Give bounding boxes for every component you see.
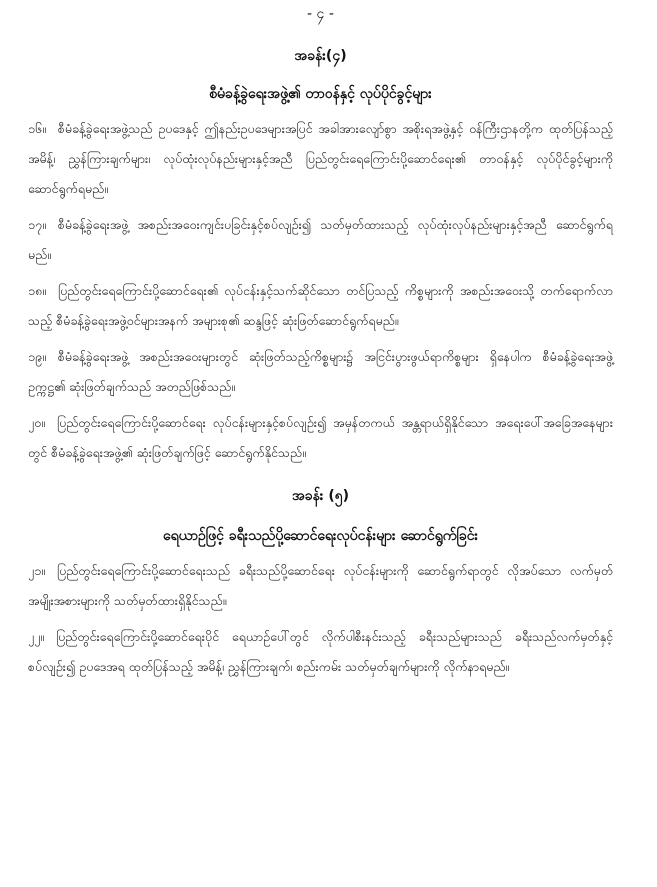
chapter-5-subtitle: ရေယာဉ်ဖြင့် ခရီးသည်ပို့ဆောင်ရေးလုပ်ငန်းများ ဆောင်ရွက်ခြင်း — [162, 528, 479, 544]
section-text: စီမံခန့်ခွဲရေးအဖွဲ့ အစည်းအဝေးကျင်းပခြင်းနှင့်စပ်လျဉ်း၍ သတ်မှတ်ထားသည့် လုပ်ထုံးလုပ်နည်းများနှင့်အညီ ဆောင်ရွက်ရမည်။ — [28, 217, 613, 262]
section-paragraph — [28, 342, 613, 402]
chapter-4-title: အခန်း(၄) — [294, 48, 347, 64]
section-text: ပြည်တွင်းရေကြောင်းပို့ဆောင်ရေးသည် ခရီးသည်ပို့ဆောင်ရေး လုပ်ငန်းများကို ဆောင်ရွက်ရာတွင် လိုအပ်သော လက်မှတ်အမျိုးအစားများကို သတ်မှတ်ထားရှိနိုင်သည်။ — [28, 563, 613, 608]
section-number: ၁၆။ — [28, 121, 46, 136]
section-number: ၁၇။ — [28, 217, 46, 232]
section-number: ၂၁။ — [28, 563, 45, 578]
section-number: ၂၀။ — [28, 415, 45, 430]
section-number: ၁၉။ — [28, 349, 46, 364]
section-paragraph — [28, 276, 613, 336]
chapter-4-subtitle: စီမံခန့်ခွဲရေးအဖွဲ့၏ တာဝန်နှင့် လုပ်ပိုင်ခွင့်များ — [209, 86, 432, 102]
section-text: စီမံခန့်ခွဲရေးအဖွဲ့ အစည်းအဝေးများတွင် ဆုံးဖြတ်သည့်ကိစ္စများ၌ အငြင်းပွားဖွယ်ရာကိစ္စများ ရှိနေပါက စီမံခန့်ခွဲရေးအဖွဲ့ ဥက္ကဋ္ဌ၏ ဆုံးဖြတ်ချက်သည် အတည်ဖြစ်သည်။ — [28, 349, 613, 394]
section-paragraph — [28, 114, 613, 204]
page-number: - ၄ - — [307, 6, 334, 22]
section-text: ပြည်တွင်းရေကြောင်းပို့ဆောင်ရေး၏ လုပ်ငန်းနှင့်သက်ဆိုင်သော တင်ပြသည့် ကိစ္စများကို အစည်းအဝေးသို့ တက်ရောက်လာသည့် စီမံခန့်ခွဲရေးအဖွဲ့ဝင်များအနက် အများစု၏ ဆန္ဒဖြင့် ဆုံးဖြတ်ဆောင်ရွက်ရမည်။ — [28, 283, 613, 328]
section-paragraph — [28, 210, 613, 270]
section-paragraph — [28, 408, 613, 468]
section-text: ပြည်တွင်းရေကြောင်းပို့ဆောင်ရေးပိုင် ရေယာဉ်ပေါ်တွင် လိုက်ပါစီးနင်းသည့် ခရီးသည်များသည် ခရီးသည်လက်မှတ်နှင့် စပ်လျဉ်း၍ ဥပဒေအရ ထုတ်ပြန်သည့် အမိန့်၊ ညွှန်ကြားချက်၊ စည်းကမ်း သတ်မှတ်ချက်များကို လိုက်နာရမည်။ — [28, 629, 613, 674]
section-number: ၂၂။ — [28, 629, 45, 644]
section-paragraph — [28, 622, 613, 682]
chapter-5-title: အခန်း (၅) — [291, 488, 350, 504]
section-text: ပြည်တွင်းရေကြောင်းပို့ဆောင်ရေး လုပ်ငန်းများနှင့်စပ်လျဉ်း၍ အမှန်တကယ် အန္တရာယ်ရှိနိုင်သော အရေးပေါ်အခြေအနေများတွင် စီမံခန့်ခွဲရေးအဖွဲ့၏ ဆုံးဖြတ်ချက်ဖြင့် ဆောင်ရွက်နိုင်သည်။ — [28, 415, 613, 460]
section-text: စီမံခန့်ခွဲရေးအဖွဲ့သည် ဥပဒေနှင့် ဤနည်းဥပဒေများအပြင် အခါအားလျော်စွာ အစိုးရအဖွဲ့နှင့် ဝန်ကြီးဌာနတို့က ထုတ်ပြန်သည့် အမိန့်၊ ညွှန်ကြားချက်များ၊ လုပ်ထုံးလုပ်နည်းများနှင့်အညီ ပြည်တွင်းရေကြောင်းပို့ဆောင်ရေး၏ တာဝန်နှင့် လုပ်ပိုင်ခွင့်များကို ဆောင်ရွက်ရမည်။ — [28, 121, 613, 196]
section-number: ၁၈။ — [28, 283, 46, 298]
section-paragraph — [28, 556, 613, 616]
